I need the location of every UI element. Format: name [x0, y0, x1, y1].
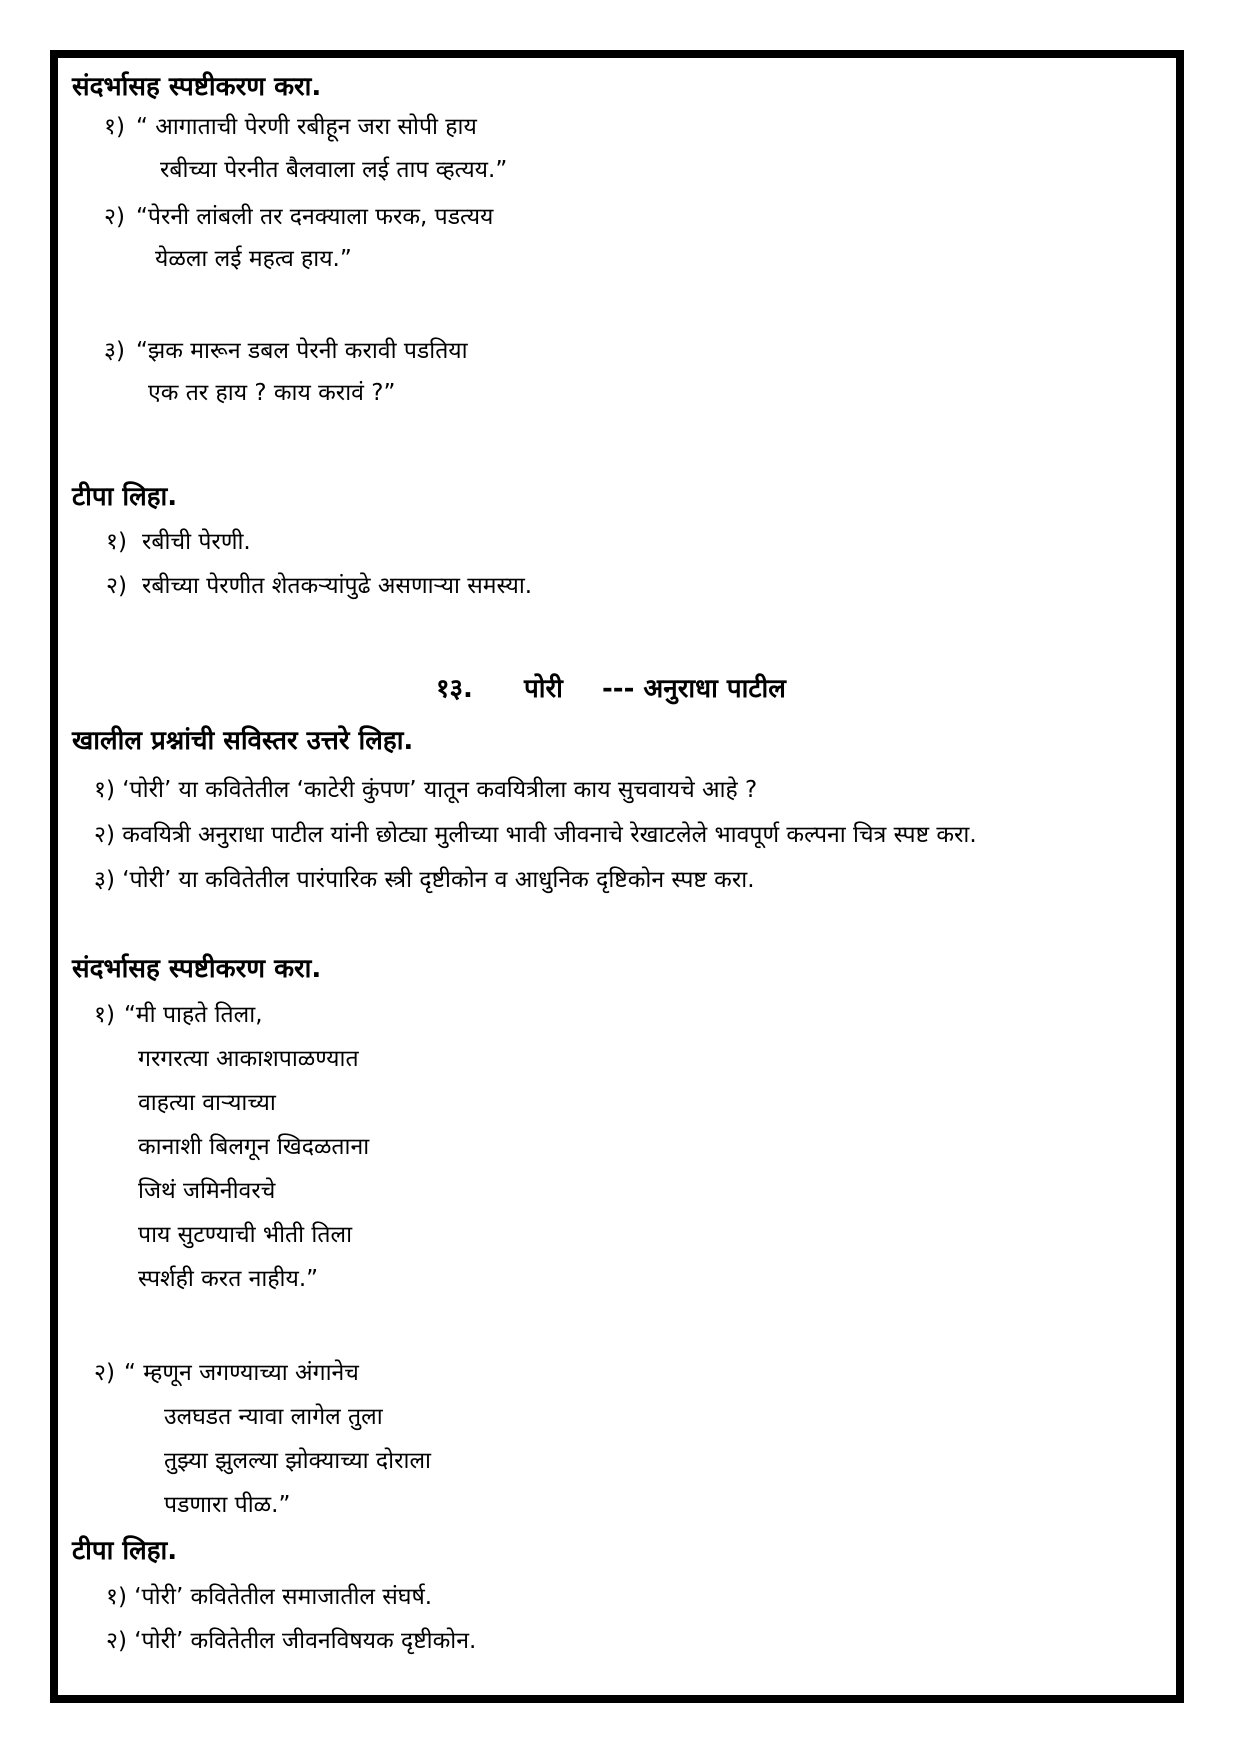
long-q1: १) ‘पोरी’ या कवितेतील ‘काटेरी कुंपण’ यातून कवयित्रीला काय सुचवायचे आहे ?	[94, 777, 758, 803]
q1-number: १)	[104, 114, 125, 140]
note1-number: १)	[106, 529, 127, 555]
chapter-number: १३.	[436, 674, 473, 704]
long-q2: २) कवयित्री अनुराधा पाटील यांनी छोट्या मुलीच्या भावी जीवनाचे रेखाटलेले भावपूर्ण कल्पना चित्र स्पष्ट करा.	[94, 822, 977, 848]
poem1-line: स्पर्शही करत नाहीय.”	[138, 1266, 319, 1292]
poem2-line: पडणारा पीळ.”	[164, 1492, 291, 1518]
chapter-name: पोरी	[524, 674, 563, 704]
poem1-line: “मी पाहते तिला,	[124, 1002, 263, 1028]
q1-line2: रबीच्या पेरनीत बैलवाला लई ताप व्हत्यय.”	[160, 157, 508, 183]
chapter-author: --- अनुराधा पाटील	[602, 674, 786, 704]
note2-1: १) ‘पोरी’ कवितेतील समाजातील संघर्ष.	[106, 1584, 433, 1610]
poem2-line: “ म्हणून जगण्याच्या अंगानेच	[124, 1360, 359, 1386]
note1-text: रबीची पेरणी.	[142, 529, 251, 555]
q2-line1: “पेरनी लांबली तर दनक्याला फरक, पडत्यय	[136, 204, 494, 230]
q3-line1: “झक मारून डबल पेरनी करावी पडतिया	[136, 338, 468, 364]
heading-explain-1: संदर्भासह स्पष्टीकरण करा.	[72, 72, 322, 102]
poem1-line: गरगरत्या आकाशपाळण्यात	[138, 1046, 359, 1072]
poem1-line: कानाशी बिलगून खिदळताना	[138, 1134, 370, 1160]
heading-notes-1: टीपा लिहा.	[72, 482, 178, 512]
note2-text: रबीच्या पेरणीत शेतकऱ्यांपुढे असणाऱ्या समस्या.	[142, 573, 533, 599]
q2-number: २)	[104, 204, 125, 230]
poem1-number: १)	[94, 1002, 115, 1028]
poem2-line: तुझ्या झुलल्या झोक्याच्या दोराला	[164, 1448, 431, 1474]
note2-2: २) ‘पोरी’ कवितेतील जीवनविषयक दृष्टीकोन.	[106, 1628, 477, 1654]
heading-long-answers: खालील प्रश्नांची सविस्तर उत्तरे लिहा.	[72, 726, 414, 756]
q1-line1: “ आगाताची पेरणी रबीहून जरा सोपी हाय	[136, 114, 477, 140]
poem1-line: वाहत्या वाऱ्याच्या	[138, 1090, 276, 1116]
q2-line2: येळला लई महत्व हाय.”	[155, 246, 352, 272]
note2-number: २)	[106, 573, 127, 599]
q3-line2: एक तर हाय ? काय करावं ?”	[148, 380, 396, 406]
poem1-line: जिथं जमिनीवरचे	[138, 1178, 276, 1204]
long-q3: ३) ‘पोरी’ या कवितेतील पारंपारिक स्त्री दृष्टीकोन व आधुनिक दृष्टिकोन स्पष्ट करा.	[94, 867, 755, 893]
poem2-number: २)	[94, 1360, 115, 1386]
poem2-line: उलघडत न्यावा लागेल तुला	[164, 1404, 383, 1430]
poem1-line: पाय सुटण्याची भीती तिला	[138, 1222, 353, 1248]
heading-notes-2: टीपा लिहा.	[72, 1536, 178, 1566]
q3-number: ३)	[104, 338, 125, 364]
heading-explain-2: संदर्भासह स्पष्टीकरण करा.	[72, 954, 322, 984]
